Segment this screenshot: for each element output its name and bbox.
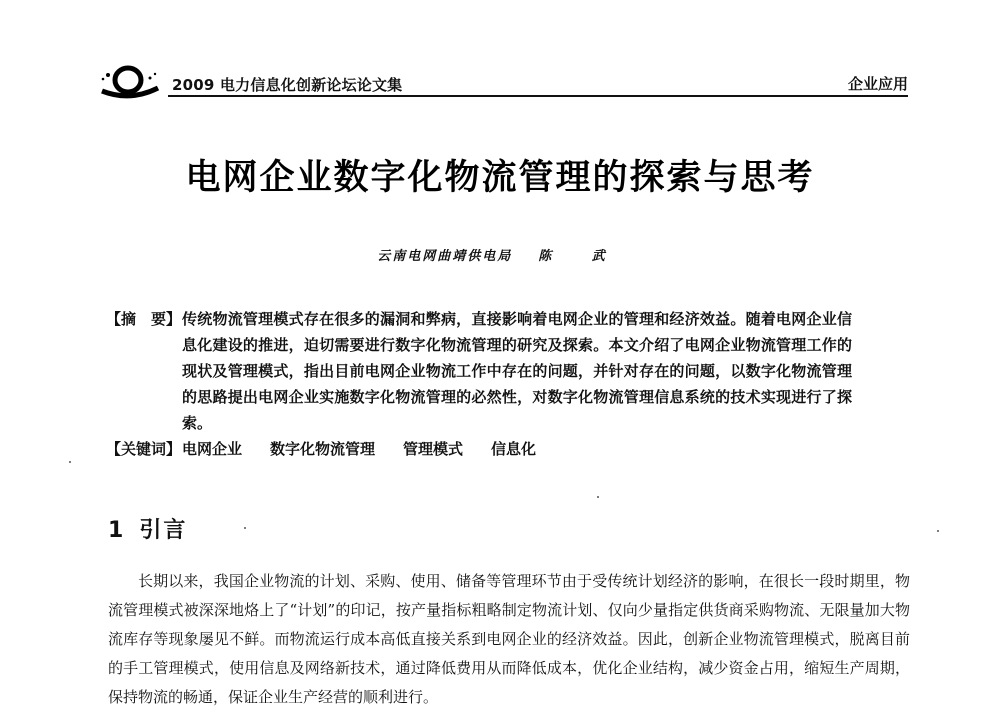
section-heading — [108, 513, 187, 544]
scan-speck — [937, 530, 939, 532]
abstract-text: 传统物流管理模式存在很多的漏洞和弊病，直接影响着电网企业的管理和经济效益。随着电网企业信息化建设的推进，迫切需要进行数字化物流管理的研究及探索。本文介绍了电网企业物流管理工作的现状及管理模式，指出目前电网企业物流工作中存在的问题，并针对存在的问题，以数字化物流管理的思路提出电网企业实施数字化物流管理的必然性，对数字化物流管理信息系统的技术实现进行了探索。 — [182, 310, 852, 432]
scan-speck — [597, 496, 599, 498]
forum-logo-icon — [100, 58, 160, 102]
keyword: 管理模式 — [403, 440, 464, 458]
header-collection-title: 2009 电力信息化创新论坛论文集 — [172, 76, 403, 94]
author-name: 陈 武 — [538, 249, 623, 264]
keyword: 电网企业 — [182, 440, 243, 458]
body-paragraph: 长期以来，我国企业物流的计划、采购、使用、储备等管理环节由于受传统计划经济的影响，在很长一段时期里，物流管理模式被深深地烙上了“计划”的印记，按产量指标粗略制定物流计划、仅向少量指定供货商采购物流、无限量加大物流库存等现象屡见不鲜。而物流运行成本高低直接关系到电网企业的经济效益。因此，创新企业物流管理模式，脱离目前的手工管理模式，使用信息及网络新技术，通过降低费用从而降低成本，优化企业结构，减少资金占用，缩短生产周期，保持物流的畅通，保证企业生产经营的顺利进行。 — [108, 572, 910, 706]
keywords-row — [106, 436, 852, 462]
author-affiliation: 云南电网曲靖供电局 — [377, 249, 513, 264]
keyword: 信息化 — [491, 440, 537, 458]
abstract-label: 【摘 要】 — [106, 310, 182, 328]
scan-speck — [69, 461, 71, 463]
abstract-block — [106, 306, 852, 462]
author-line — [0, 245, 1000, 264]
header-section-label: 企业应用 — [847, 75, 908, 93]
keywords-label: 【关键词】 — [106, 440, 182, 458]
section-number: 1 — [108, 518, 126, 543]
scan-speck — [244, 527, 246, 529]
keyword: 数字化物流管理 — [270, 440, 376, 458]
paper-title: 电网企业数字化物流管理的探索与思考 — [185, 158, 815, 198]
section-title: 引言 — [139, 518, 188, 543]
header-divider — [168, 95, 908, 97]
